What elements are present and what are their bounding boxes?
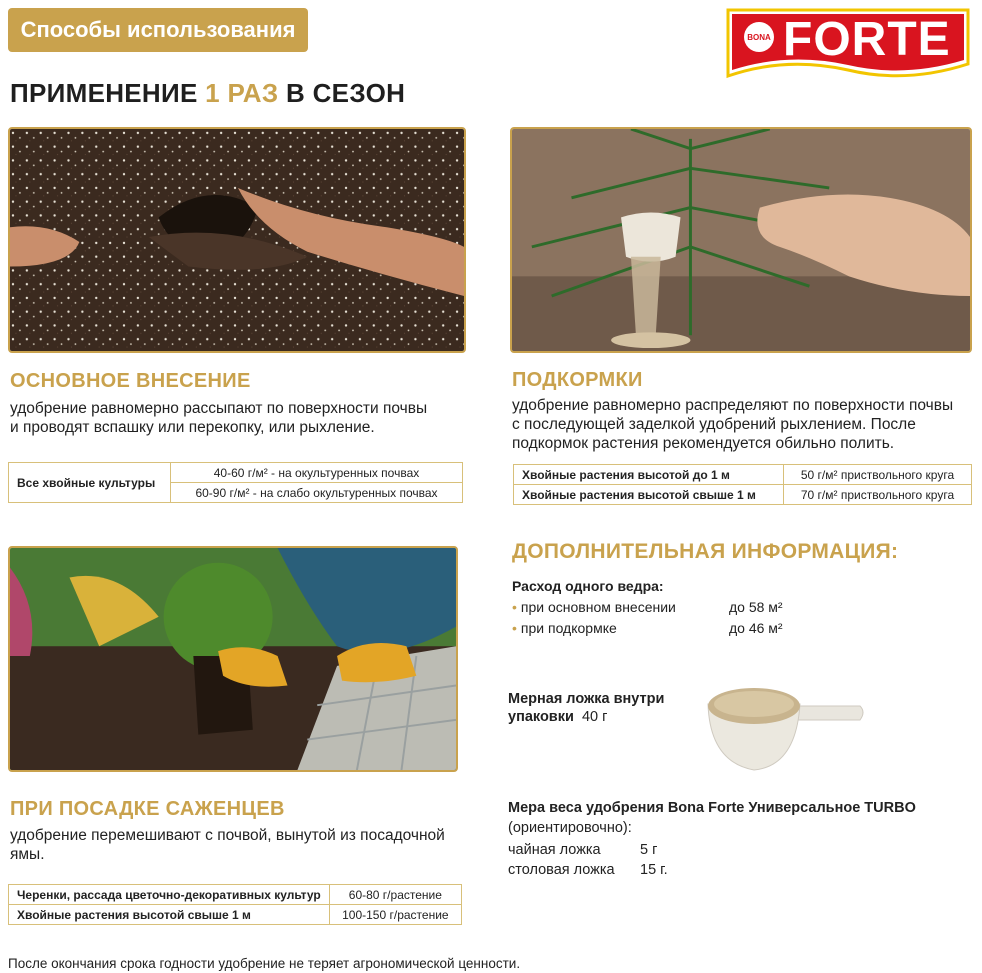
bucket-row-label: при подкормке bbox=[520, 620, 617, 636]
soil-photo bbox=[8, 127, 466, 353]
measure-title: Мера веса удобрения Bona Forte Универсальное TURBO bbox=[508, 800, 916, 816]
section-main-title: ОСНОВНОЕ ВНЕСЕНИЕ bbox=[10, 370, 251, 392]
measure-row-value: 5 г bbox=[640, 842, 658, 858]
value-cell: 60-80 г/растение bbox=[329, 885, 461, 905]
bucket-row-label: при основном внесении bbox=[520, 599, 676, 615]
section-main-text-2: и проводят вспашку или перекопку, или рыхление. bbox=[10, 419, 375, 436]
table-row bbox=[514, 465, 972, 485]
planting-dosage-table bbox=[8, 884, 462, 925]
bullet-icon: • bbox=[512, 620, 517, 636]
main-dosage-table bbox=[8, 462, 463, 503]
feeding-photo bbox=[510, 127, 972, 353]
usage-badge: Способы использования bbox=[8, 8, 308, 52]
measure-row-label: столовая ложка bbox=[508, 862, 615, 878]
measure-row-value: 15 г. bbox=[640, 862, 668, 878]
scoop-label-1: Мерная ложка внутри bbox=[508, 691, 665, 707]
section-planting-text-2: ямы. bbox=[10, 846, 45, 863]
label-cell: Хвойные растения высотой до 1 м bbox=[514, 465, 784, 485]
headline-accent: 1 РАЗ bbox=[205, 78, 279, 108]
logo-bona-mark: BONA bbox=[744, 22, 774, 52]
footer-note: После окончания срока годности удобрение не теряет агрономической ценности. bbox=[8, 956, 521, 971]
value-cell: 70 г/м² приствольного круга bbox=[784, 485, 972, 505]
section-feeding-text-1: удобрение равномерно распределяют по поверхности почвы bbox=[512, 397, 954, 414]
value-cell: 50 г/м² приствольного круга bbox=[784, 465, 972, 485]
crop-cell: Все хвойные культуры bbox=[9, 463, 171, 503]
logo-forte-text: FORTE bbox=[783, 13, 951, 66]
bucket-row bbox=[512, 620, 617, 636]
headline-part: ПРИМЕНЕНИЕ bbox=[10, 78, 206, 108]
section-feeding-title: ПОДКОРМКИ bbox=[512, 369, 643, 391]
bucket-usage-title: Расход одного ведра: bbox=[512, 578, 664, 594]
dosage-cell: 40-60 г/м² - на окультуренных почвах bbox=[171, 463, 463, 483]
bucket-row bbox=[512, 599, 676, 615]
feeding-dosage-table bbox=[513, 464, 972, 505]
dosage-cell: 60-90 г/м² - на слабо окультуренных почвах bbox=[171, 483, 463, 503]
headline-part: В СЕЗОН bbox=[278, 78, 406, 108]
bucket-row-value: до 58 м² bbox=[729, 599, 783, 615]
measure-note: (ориентировочно): bbox=[508, 820, 632, 836]
scoop-value: 40 г bbox=[581, 709, 608, 725]
planting-photo bbox=[8, 546, 458, 772]
table-row bbox=[9, 463, 463, 483]
page-headline bbox=[10, 78, 405, 109]
label-cell: Хвойные растения высотой свыше 1 м bbox=[514, 485, 784, 505]
table-row bbox=[9, 885, 462, 905]
section-feeding-text-2: с последующей заделкой удобрений рыхлением. После bbox=[512, 416, 916, 433]
section-feeding-text-3: подкормок растения рекомендуется обильно полить. bbox=[512, 435, 895, 452]
table-row bbox=[514, 485, 972, 505]
table-row bbox=[9, 905, 462, 925]
section-planting-text-1: удобрение перемешивают с почвой, вынутой из посадочной bbox=[10, 827, 445, 844]
scoop-label-bold: упаковки bbox=[508, 709, 574, 725]
label-cell: Черенки, рассада цветочно-декоративных культур bbox=[9, 885, 330, 905]
bucket-row-value: до 46 м² bbox=[729, 620, 783, 636]
measuring-scoop-image bbox=[700, 682, 868, 774]
scoop-label-2 bbox=[508, 709, 607, 725]
value-cell: 100-150 г/растение bbox=[329, 905, 461, 925]
section-planting-title: ПРИ ПОСАДКЕ САЖЕНЦЕВ bbox=[10, 798, 285, 820]
bullet-icon: • bbox=[512, 599, 517, 615]
label-cell: Хвойные растения высотой свыше 1 м bbox=[9, 905, 330, 925]
additional-info-title: ДОПОЛНИТЕЛЬНАЯ ИНФОРМАЦИЯ: bbox=[512, 540, 899, 563]
measure-row-label: чайная ложка bbox=[508, 842, 601, 858]
section-main-text-1: удобрение равномерно рассыпают по поверхности почвы bbox=[10, 400, 428, 417]
